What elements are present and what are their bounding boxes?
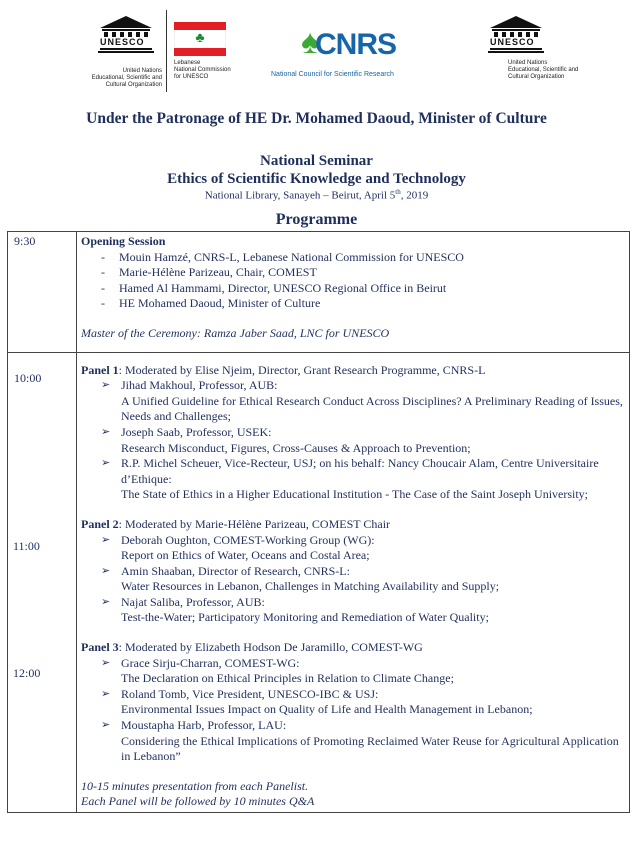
list-item: ➢ Joseph Saab, Professor, USEK: Research Misconduct, Figures, Cross-Causes & Approach to Prevention; bbox=[81, 425, 625, 456]
header-logos bbox=[0, 0, 633, 100]
unesco-temple-icon bbox=[486, 14, 546, 54]
talk-list bbox=[81, 533, 625, 627]
cnrs-logo bbox=[265, 24, 415, 84]
list-item: ➢ Grace Sirju-Charran, COMEST-WG: The Declaration on Ethical Principles in Relation to Climate Change; bbox=[81, 656, 625, 687]
list-item: - HE Mohamed Daoud, Minister of Culture bbox=[81, 296, 625, 312]
cedar-tree-icon: ♠ bbox=[301, 24, 320, 61]
seminar-title bbox=[0, 152, 633, 188]
lebanon-flag bbox=[174, 22, 226, 56]
patronage-heading: Under the Patronage of HE Dr. Mohamed Daoud, Minister of Culture bbox=[86, 110, 547, 127]
talk-list bbox=[81, 656, 625, 765]
unesco-caption: United Nations Educational, Scientific and Cultural Organization bbox=[91, 68, 162, 88]
cnrs-wordmark: CNRS bbox=[315, 28, 397, 61]
cedar-icon: ♣ bbox=[195, 31, 205, 46]
seminar-line-1: National Seminar bbox=[260, 153, 373, 169]
lebanese-commission-caption: Lebanese National Commission for UNESCO bbox=[174, 60, 231, 80]
list-item: - Mouin Hamzé, CNRS-L, Lebanese National Commission for UNESCO bbox=[81, 250, 625, 266]
seminar-venue: National Library, Sanayeh – Beirut, April 5th, 2019 bbox=[204, 188, 429, 202]
unesco-temple-icon bbox=[96, 14, 156, 54]
unesco-wordmark: UNESCO bbox=[490, 37, 535, 47]
table-row bbox=[8, 352, 630, 812]
list-item: - Hamed Al Hammami, Director, UNESCO Regional Office in Beirut bbox=[81, 281, 625, 297]
session-time: 12:00 bbox=[13, 666, 41, 680]
list-item: ➢ Jihad Makhoul, Professor, AUB: A Unified Guideline for Ethical Research Conduct Across Disciplines? A Preliminary Reading of Issues, Needs and Challenges; bbox=[81, 378, 625, 425]
panel-heading: Panel 2: Moderated by Marie-Hélène Parizeau, COMEST Chair bbox=[81, 516, 391, 531]
list-item: ➢ Moustapha Harb, Professor, LAU: Considering the Ethical Implications of Promoting Reclaimed Water Reuse for Agricultural Application in Lebanon” bbox=[81, 718, 625, 765]
programme-title: Programme bbox=[275, 211, 358, 228]
panel-heading: Panel 1: Moderated by Elise Njeim, Director, Grant Research Programme, CNRS-L bbox=[81, 362, 486, 377]
table-row bbox=[8, 232, 630, 353]
list-item: - Marie-Hélène Parizeau, Chair, COMEST bbox=[81, 265, 625, 281]
list-item: ➢ R.P. Michel Scheuer, Vice-Recteur, USJ; on his behalf: Nancy Choucair Alam, Centre Universitaire d’Ethique: The State of Ethics in a Higher Educational Institution - The Case of the Saint Joseph University; bbox=[81, 456, 625, 503]
logo-divider bbox=[166, 10, 167, 92]
panel-note: Each Panel will be followed by 10 minutes Q&A bbox=[81, 794, 315, 809]
programme-table bbox=[7, 231, 630, 813]
ceremony-note: Master of the Ceremony: Ramza Jaber Saad, LNC for UNESCO bbox=[81, 325, 390, 340]
list-item: ➢ Roland Tomb, Vice President, UNESCO-IBC & USJ: Environmental Issues Impact on Quality of Life and Health Management in Lebanon; bbox=[81, 687, 625, 718]
list-item: ➢ Deborah Oughton, COMEST-Working Group (WG): Report on Ethics of Water, Oceans and Costal Area; bbox=[81, 533, 625, 564]
session-time: 10:00 bbox=[8, 352, 77, 812]
unesco-wordmark: UNESCO bbox=[100, 37, 145, 47]
session-title: Opening Session bbox=[81, 234, 166, 248]
talk-list bbox=[81, 378, 625, 503]
list-item: ➢ Amin Shaaban, Director of Research, CNRS-L: Water Resources in Lebanon, Challenges in Matching Availability and Supply; bbox=[81, 564, 625, 595]
list-item: ➢ Najat Saliba, Professor, AUB: Test-the-Water; Participatory Monitoring and Remediation of Water Quality; bbox=[81, 595, 625, 626]
speaker-list bbox=[81, 250, 625, 312]
panel-note: 10-15 minutes presentation from each Panelist. bbox=[81, 778, 309, 793]
session-content bbox=[77, 352, 630, 812]
session-time: 11:00 bbox=[13, 539, 40, 553]
panel-heading: Panel 3: Moderated by Elizabeth Hodson De Jaramillo, COMEST-WG bbox=[81, 640, 423, 655]
cnrs-caption: National Council for Scientific Research bbox=[271, 71, 394, 78]
session-content bbox=[77, 232, 630, 353]
unesco-caption: United Nations Educational, Scientific and Cultural Organization bbox=[508, 60, 579, 80]
seminar-line-2: Ethics of Scientific Knowledge and Technology bbox=[167, 171, 466, 187]
session-time: 9:30 bbox=[8, 232, 77, 353]
